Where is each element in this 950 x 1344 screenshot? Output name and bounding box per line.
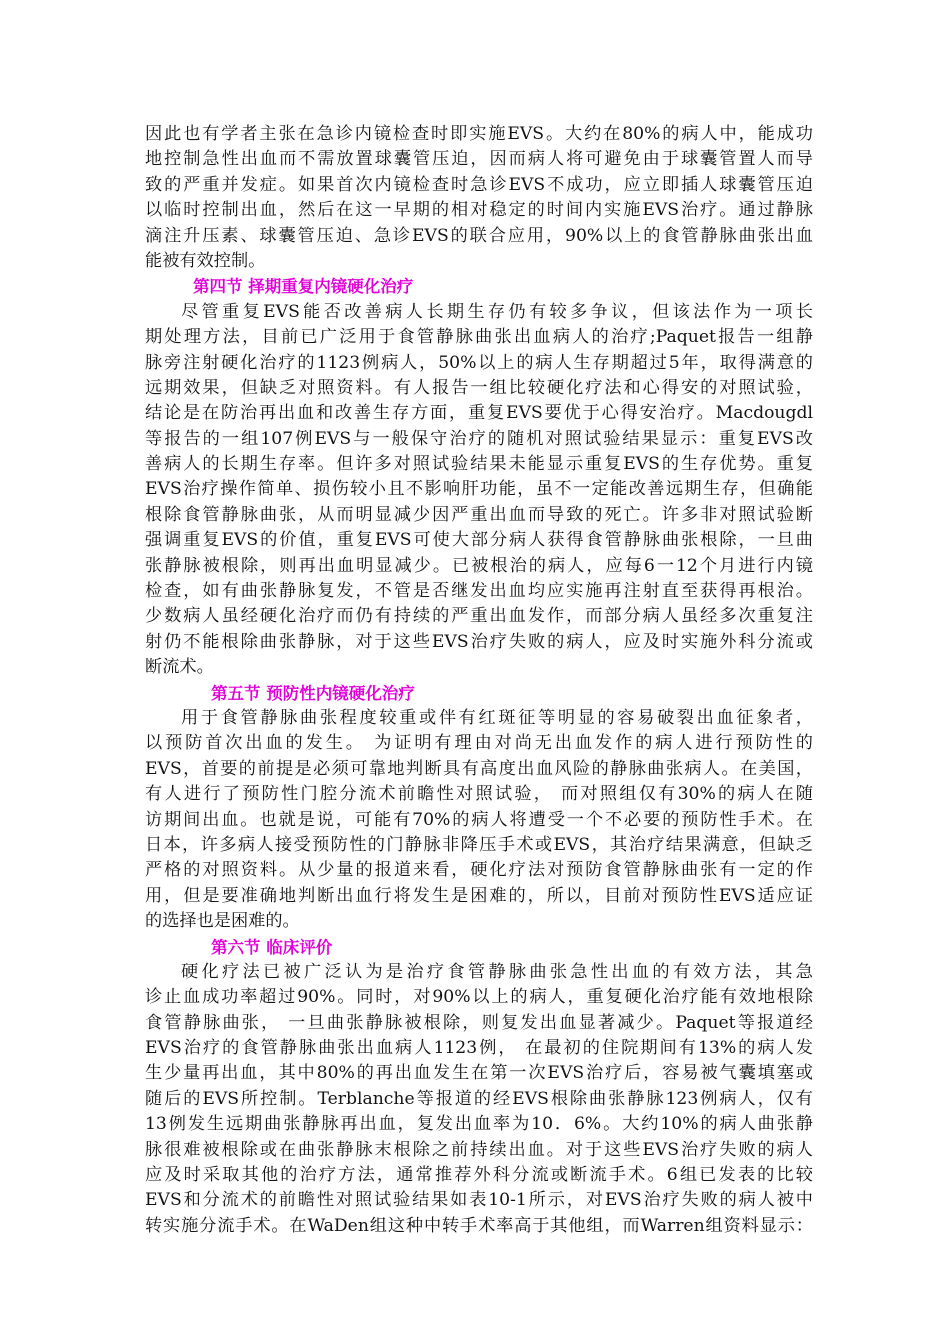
section-heading-6: 第六节 临床评价	[211, 937, 333, 957]
text-line: 远期效果，但缺乏对照资料。有人报告一组比较硬化疗法和心得安的对照试验，	[145, 377, 813, 398]
text-line: 期处理方法，目前已广泛用于食管静脉曲张出血病人的治疗;Paquet报告一组静	[145, 327, 813, 348]
text-line: 访期间出血。也就是说，可能有70%的病人将遭受一个不必要的预防性手术。在	[145, 809, 813, 830]
text-line: 硬化疗法已被广泛认为是治疗食管静脉曲张急性出血的有效方法，其急	[181, 961, 813, 982]
text-line: 生少量再出血，其中80%的再出血发生在第一次EVS治疗后，容易被气囊填塞或	[145, 1063, 813, 1084]
text-line: 13例发生远期曲张静脉再出血，复发出血率为10．6%。大约10%的病人曲张静	[145, 1114, 813, 1135]
section-heading-5: 第五节 预防性内镜硬化治疗	[211, 683, 415, 703]
text-line: EVS和分流术的前瞻性对照试验结果如表10-1所示，对EVS治疗失败的病人被中	[145, 1190, 813, 1211]
text-line: EVS治疗操作简单、损伤较小且不影响肝功能，虽不一定能改善远期生存，但确能	[145, 479, 813, 500]
text-line: 脉很难被根除或在曲张静脉末根除之前持续出血。对于这些EVS治疗失败的病人	[145, 1139, 813, 1160]
text-line: 结论是在防治再出血和改善生存方面，重复EVS要优于心得安治疗。Macdougdl	[145, 403, 813, 424]
text-line: 诊止血成功率超过90%。同时，对90%以上的病人，重复硬化治疗能有效地根除	[145, 987, 813, 1008]
text-line: 日本，许多病人接受预防性的门静脉非降压手术或EVS，其治疗结果满意，但缺乏	[145, 834, 813, 855]
paragraph-section-5	[145, 706, 813, 935]
text-line: 少数病人虽经硬化治疗而仍有持续的严重出血发作，而部分病人虽经多次重复注	[145, 606, 813, 627]
text-line: 因此也有学者主张在急诊内镜检查时即实施EVS。大约在80%的病人中，能成功	[145, 124, 813, 144]
text-line: 地控制急性出血而不需放置球囊管压迫，因而病人将可避免由于球囊管置人而导	[145, 149, 813, 170]
text-line: 能被有效控制。	[145, 250, 266, 271]
document-page	[145, 122, 813, 1239]
text-line: 转实施分流手术。在WaDen组这种中转手术率高于其他组，而Warren组资料显示：	[145, 1215, 813, 1236]
text-line: 用，但是要准确地判断出血行将发生是困难的，所以，目前对预防性EVS适应证	[145, 885, 813, 906]
text-line: 等报告的一组107例EVS与一般保守治疗的随机对照试验结果显示：重复EVS改	[145, 428, 813, 449]
text-line: 食管静脉曲张， 一旦曲张静脉被根除，则复发出血显著减少。Paquet等报道经	[145, 1012, 813, 1033]
text-line: 尽管重复EVS能否改善病人长期生存仍有较多争议，但该法作为一项长	[181, 301, 813, 322]
text-line: 致的严重并发症。如果首次内镜检查时急诊EVS不成功，应立即插人球囊管压迫	[145, 174, 813, 195]
text-line: 严格的对照资料。从少量的报道来看，硬化疗法对预防食管静脉曲张有一定的作	[145, 860, 813, 881]
text-line: 的选择也是困难的。	[145, 911, 300, 932]
text-line: 脉旁注射硬化治疗的1123例病人，50%以上的病人生存期超过5年，取得满意的	[145, 352, 813, 373]
paragraph-section-4	[145, 300, 813, 681]
text-line: EVS，首要的前提是必须可靠地判断具有高度出血风险的静脉曲张病人。在美国，	[145, 758, 813, 779]
text-line: 以预防首次出血的发生。 为证明有理由对尚无出血发作的病人进行预防性的	[145, 733, 813, 754]
text-line: 张静脉被根除，则再出血明显减少。已被根治的病人，应每6一12个月进行内镜	[145, 555, 813, 576]
paragraph-intro	[145, 122, 813, 274]
paragraph-section-6	[145, 960, 813, 1239]
text-line: 用于食管静脉曲张程度较重或伴有红斑征等明显的容易破裂出血征象者，	[181, 707, 813, 728]
text-line: 滴注升压素、球囊管压迫、急诊EVS的联合应用，90%以上的食管静脉曲张出血	[145, 225, 813, 246]
text-line: 有人进行了预防性门腔分流术前瞻性对照试验， 而对照组仅有30%的病人在随	[145, 784, 813, 805]
text-line: 以临时控制出血，然后在这一早期的相对稳定的时间内实施EVS治疗。通过静脉	[145, 200, 813, 221]
text-line: 随后的EVS所控制。Terblanche等报道的经EVS根除曲张静脉123例病人，仅有	[145, 1088, 813, 1109]
text-line: 善病人的长期生存率。但许多对照试验结果未能显示重复EVS的生存优势。重复	[145, 454, 813, 475]
text-line: 应及时采取其他的治疗方法，通常推荐外科分流或断流手术。6组已发表的比较	[145, 1165, 813, 1186]
text-line: EVS治疗的食管静脉曲张出血病人1123例， 在最初的住院期间有13%的病人发	[145, 1038, 813, 1059]
text-line: 根除食管静脉曲张，从而明显减少因严重出血而导致的死亡。许多非对照试验断	[145, 504, 813, 525]
text-line: 断流术。	[145, 657, 214, 678]
section-heading-4: 第四节 择期重复内镜硬化治疗	[193, 277, 414, 297]
text-line: 检查，如有曲张静脉复发，不管是否继发出血均应实施再注射直至获得再根治。	[145, 581, 813, 602]
text-line: 射仍不能根除曲张静脉，对于这些EVS治疗失败的病人，应及时实施外科分流或	[145, 631, 813, 652]
text-line: 强调重复EVS的价值，重复EVS可使大部分病人获得食管静脉曲张根除，一旦曲	[145, 530, 813, 551]
